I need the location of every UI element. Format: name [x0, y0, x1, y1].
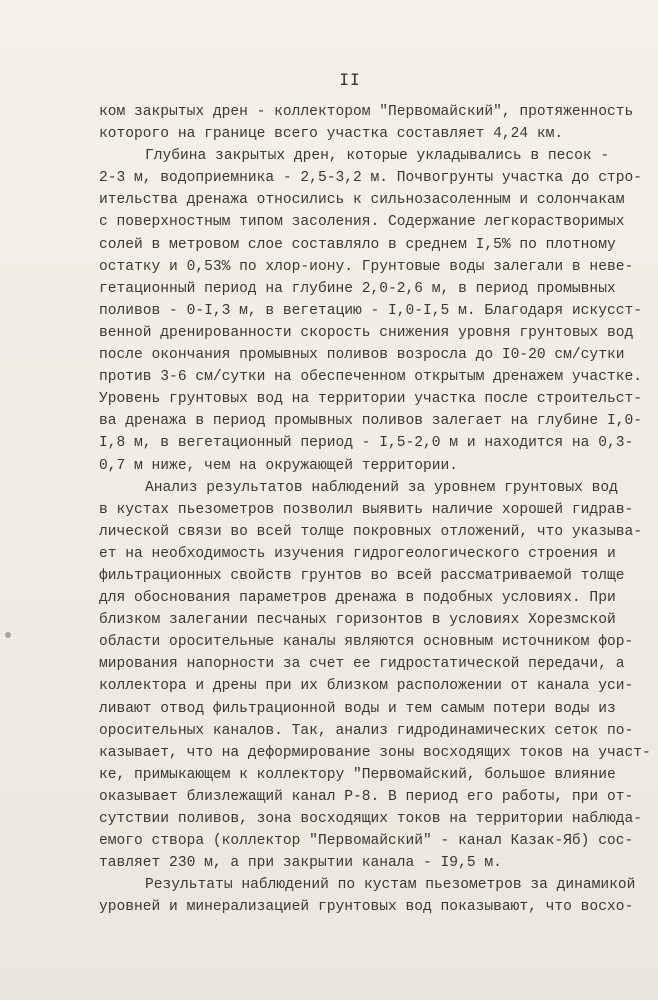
text-line: 0,7 м ниже, чем на окружающей территории. [99, 457, 459, 474]
text-line: фильтрационных свойств грунтов во всей рассматриваемой толще [99, 567, 625, 584]
text-line: ет на необходимость изучения гидрогеологического строения и [99, 545, 616, 562]
text-line: в кустах пьезометров позволил выявить наличие хорошей гидрав- [99, 501, 634, 518]
text-line: против 3-6 см/сутки на обеспеченном открытым дренажем участке. [99, 369, 642, 386]
text-line: оказывает близлежащий канал Р-8. В период его работы, при от- [99, 788, 634, 805]
text-line: ительства дренажа относились к сильнозасоленным и солончакам [99, 192, 625, 209]
text-line: гетационный период на глубине 2,0-2,6 м, в период промывных [99, 280, 616, 297]
text-line: ком закрытых дрен - коллектором "Первомайский", протяженность [99, 104, 634, 120]
text-line: мирования напорности за счет ее гидростатической передачи, а [99, 656, 625, 673]
text-line: после окончания промывных поливов возросла до I0-20 см/сутки [99, 347, 625, 364]
page-number: II [339, 70, 361, 89]
paragraph-start-line: Глубина закрытых дрен, которые укладывались в песок - [145, 148, 610, 165]
text-line: казывает, что на деформирование зоны восходящих токов на участ- [99, 744, 651, 761]
text-line: уровней и минерализацией грунтовых вод показывают, что восхо- [99, 899, 634, 916]
text-line: емого створа (коллектор "Первомайский" - канал Казак-Яб) сос- [99, 833, 634, 850]
text-line: которого на границе всего участка составляет 4,24 км. [99, 126, 564, 143]
text-line: 2-3 м, водоприемника - 2,5-3,2 м. Почвогрунты участка до стро- [99, 170, 642, 187]
binding-hole-mark [5, 632, 11, 638]
text-line: для обоснования параметров дренажа в подобных условиях. При [99, 590, 616, 607]
text-line: тавляет 230 м, а при закрытии канала - I9,5 м. [99, 855, 502, 872]
text-line: с поверхностным типом засоления. Содержание легкорастворимых [99, 214, 625, 231]
text-line: оросительных каналов. Так, анализ гидродинамических сеток по- [99, 722, 634, 739]
text-line: солей в метровом слое составляло в среднем I,5% по плотному [99, 236, 616, 253]
text-line: лической связи во всей толще покровных отложений, что указыва- [99, 523, 642, 540]
text-line: ливают отвод фильтрационной воды и тем самым потери воды из [99, 700, 616, 717]
text-line: сутствии поливов, зона восходящих токов на территории наблюда- [99, 811, 642, 827]
body-text [99, 101, 651, 918]
text-line: ке, примыкающем к коллектору "Первомайский, большое влияние [99, 766, 616, 783]
text-line: Уровень грунтовых вод на территории участка после строительст- [99, 391, 642, 408]
text-line: поливов - 0-I,3 м, в вегетацию - I,0-I,5 м. Благодаря искусст- [99, 302, 642, 319]
text-line: близком залегании песчаных горизонтов в условиях Хорезмской [99, 612, 616, 629]
text-line: венной дренированности скорость снижения уровня грунтовых вод [99, 324, 634, 341]
text-line: I,8 м, в вегетационный период - I,5-2,0 м и находится на 0,3- [99, 435, 634, 452]
text-line: ва дренажа в период промывных поливов залегает на глубине I,0- [99, 413, 642, 430]
paragraph-start-line: Результаты наблюдений по кустам пьезометров за динамикой [145, 877, 636, 894]
text-line: остатку и 0,53% по хлор-иону. Грунтовые воды залегали в неве- [99, 258, 634, 275]
paragraph-start-line: Анализ результатов наблюдений за уровнем грунтовых вод [145, 479, 618, 496]
text-line: коллектора и дрены при их близком расположении от канала уси- [99, 678, 634, 695]
text-line: области оросительные каналы являются основным источником фор- [99, 634, 634, 651]
